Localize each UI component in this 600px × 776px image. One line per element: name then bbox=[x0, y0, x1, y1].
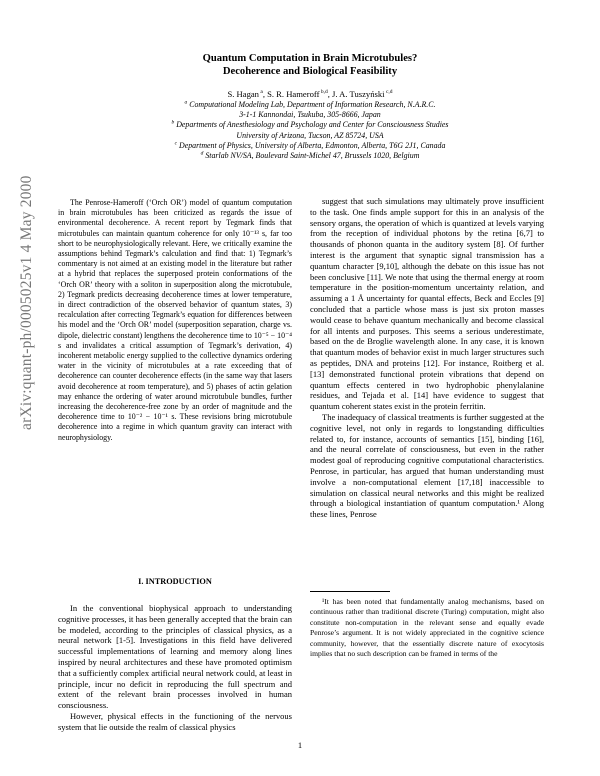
footnote-divider bbox=[310, 591, 390, 592]
author-name: S. R. Hameroff bbox=[267, 89, 320, 99]
affiliations bbox=[60, 100, 560, 161]
paragraph: suggest that such simulations may ultimately prove insufficient to the task. One finds ample support for this in an analysis of the sensory organs, the operation of which is quantized at levels varying from the reception of individual photons by the retina [6,7] to thousands of phonon quanta in the auditory system [8]. Of further interest is the argument that synaptic signal transmission has a quantum character [9,10], although the debate on this issue has not been conclusive [11]. We note that using the thermal energy at room temperature in the position-momentum uncertainty relation, and assuming a 1 Å uncertainty for quantal effects, Beck and Eccles [9] concluded that a particle whose mass is just six proton masses would cease to behave quantum mechanically and become classical for all intents and purposes. This seems a serious underestimate, based on the de Broglie wavelength alone. In any case, it is known that quantum modes of behavior exist in much larger structures such as peptides, DNA and proteins [12]. For instance, Roitberg et al. [13] demonstrated functional protein vibrations that depend on quantum effects centered in two hydrophobic phenylalanine residues, and Tejada et al. [14] have evidence to suggest that quantum coherent states exist in the protein ferritin. bbox=[310, 196, 544, 412]
title-line-2: Decoherence and Biological Feasibility bbox=[222, 66, 398, 77]
affiliation-a bbox=[60, 100, 560, 110]
author-list: S. Hagan $^a$, S. R. Hameroff $^{b,d}$, J. A. Tuszyński $^{c,d}$ bbox=[227, 89, 393, 99]
author-name: S. Hagan bbox=[227, 89, 259, 99]
left-column bbox=[58, 603, 292, 733]
section-heading: I. INTRODUCTION bbox=[138, 577, 212, 586]
title-line-1: Quantum Computation in Brain Microtubules? bbox=[202, 53, 418, 64]
affiliation-marker: a bbox=[184, 99, 188, 106]
author-name: J. A. Tuszyński bbox=[332, 89, 385, 99]
right-column bbox=[310, 196, 544, 520]
affiliation-line: Department of Physics, University of Alberta, Edmonton, Alberta, T6G 2J1, Canada bbox=[179, 140, 446, 150]
affiliation-d bbox=[60, 151, 560, 161]
affiliation-b bbox=[60, 120, 560, 130]
affiliation-marker: d bbox=[200, 150, 204, 157]
paragraph: However, physical effects in the functioning of the nervous system that lie outside the realm of classical physics bbox=[58, 710, 292, 732]
author-superscript: b,d bbox=[320, 89, 328, 96]
affiliation-marker: c bbox=[174, 140, 178, 147]
abstract: The Penrose-Hameroff (‘Orch OR’) model of quantum computation in brain microtubules has been criticized as regards the issue of environmental decoherence. A recent report by Tegmark finds that microtubules can maintain quantum coherence for only 10⁻¹³ s, far too short to be neurophysiologically relevant. Here, we critically examine the assumptions behind Tegmark’s calculation and find that: 1) Tegmark’s commentary is not aimed at an existing model in the literature but rather at a hybrid that replaces the superposed protein conformations of the ‘Orch OR’ theory with a soliton in superposition along the microtubule, 2) Tegmark predicts decreasing decoherence times at lower temperature, in direct contradiction of the observed behavior of quantum states, 3) recalculation after correcting Tegmark’s equation for differences between his model and the ‘Orch OR’ model (superposition separation, charge vs. dipole, dielectric constant) lengthens the decoherence time to 10⁻⁵ − 10⁻⁴ s and invalidates a critical assumption of Tegmark’s derivation, 4) incoherent metabolic energy supplied to the collective dynamics ordering water in the vicinity of microtubules at a rate exceeding that of decoherence can counter decoherence effects (in the same way that lasers avoid decoherence at room temperature), and 5) phases of actin gelation may enhance the ordering of water around microtubule bundles, further increasing the decoherence-free zone by an order of magnitude and the decoherence time to 10⁻² − 10⁻¹ s. These revisions bring microtubule decoherence into a regime in which quantum gravity can interact with neurophysiology. bbox=[58, 198, 292, 442]
paper-title bbox=[60, 52, 560, 78]
page-number: 1 bbox=[297, 740, 303, 750]
affiliation-line: University of Arizona, Tucson, AZ 85724, USA bbox=[236, 130, 384, 140]
affiliation-c bbox=[60, 141, 560, 151]
affiliation-line: Departments of Anesthesiology and Psychology and Center for Consciousness Studies bbox=[176, 120, 449, 130]
title-block bbox=[60, 52, 560, 161]
arxiv-identifier: arXiv:quant-ph/0005025v1 4 May 2000 bbox=[18, 175, 35, 430]
paragraph: In the conventional biophysical approach to understanding cognitive processes, it has been generally accepted that the brain can be modeled, according to the principles of classical physics, as a neural network [1-5]. Investigations in this field have delivered successful implementations of learning and memory along lines inspired by neural architectures and these have promoted optimism that a sufficiently complex artificial neural network could, at least in principle, incur no deficit in reproducing the full spectrum and extent of the relevant brain processes involved in human consciousness. bbox=[58, 603, 292, 711]
footnote: ¹It has been noted that fundamentally analog mechanisms, based on continuous rather than traditional discrete (Turing) computation, might also constitute non-computation in the relevant sense and equally evade Penrose’s argument. It is not widely appreciated in the cognitive science community, however, that the essentially discrete nature of exocytosis implies that no such description can be framed in terms of the bbox=[310, 597, 544, 659]
author-superscript: a bbox=[260, 89, 263, 96]
author-superscript: c,d bbox=[385, 89, 393, 96]
affiliation-line: 3-1-1 Kannondai, Tsukuba, 305-8666, Japan bbox=[239, 110, 381, 120]
affiliation-line: Computational Modeling Lab, Department of Information Research, N.A.R.C. bbox=[189, 100, 436, 109]
affiliation-marker: b bbox=[171, 119, 175, 126]
affiliation-line: Starlab NV/SA, Boulevard Saint-Michel 47, Brussels 1020, Belgium bbox=[205, 151, 420, 161]
paragraph: The inadequacy of classical treatments is further suggested at the cognitive level, not only in regards to longstanding difficulties related to, for instance, accounts of semantics [15], binding [16], and the neural correlate of consciousness, but even in the rather modest goal of reproducing cognitive computational characteristics. Penrose, in particular, has argued that human understanding must involve a non-computational element [17,18] inaccessible to simulation on classical neural networks and this might be realized through a biological instantiation of quantum computation.¹ Along these lines, Penrose bbox=[310, 411, 544, 520]
